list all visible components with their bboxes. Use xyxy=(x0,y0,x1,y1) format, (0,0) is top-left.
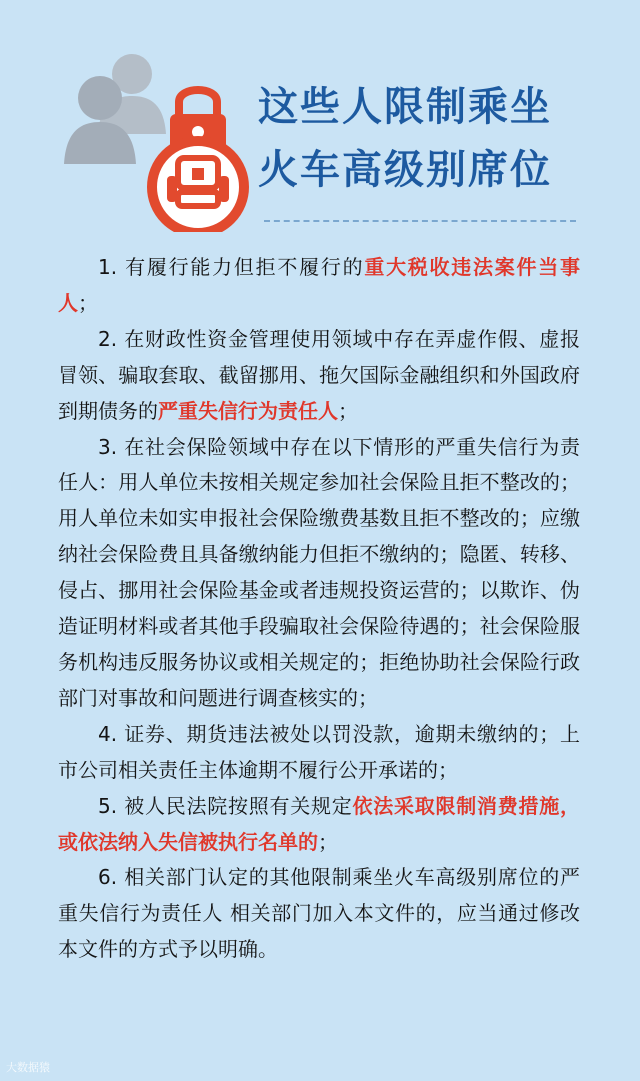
person-head-icon xyxy=(78,76,122,120)
title-line-2: 火车高级别席位 xyxy=(258,147,552,193)
item-text: 4. 证券、期货违法被处以罚没款，逾期未缴纳的；上市公司相关责任主体逾期不履行公开承诺的； xyxy=(58,721,580,782)
item-text: 1. 有履行能力但拒不履行的 xyxy=(98,255,365,279)
people-lock-seat-icon xyxy=(60,52,250,232)
list-item xyxy=(58,860,580,968)
item-text: 2. 在财政性资金管理使用领域中存在弄虚作假、虚报冒领、骗取套取、截留挪用、拖欠国际金融组织和外国政府到期债务的 xyxy=(58,326,580,423)
item-text-end: ； xyxy=(318,829,338,854)
page-title xyxy=(258,76,618,202)
lock-shackle-icon xyxy=(179,90,217,118)
list-item xyxy=(58,322,580,430)
item-highlight: 依法采取限制消费措施，或依法纳入失信被执行名单的 xyxy=(58,793,580,854)
item-text-end: ； xyxy=(78,290,98,315)
title-line-1: 这些人限制乘坐 xyxy=(258,84,552,130)
item-text: 3. 在社会保险领域中存在以下情形的严重失信行为责任人：用人单位未按相关规定参加社会保险且拒不整改的；用人单位未如实申报社会保险缴费基数且拒不整改的；应缴纳社会保险费且具备缴纳能力但拒不缴纳的；隐匿、转移、侵占、挪用社会保险基金或者违规投资运营的；以欺诈、伪造证明材料或者其他手段骗取社会保险待遇的；社会保险服务机构违反服务协议或相关规定的；拒绝协助社会保险行政部门对事故和问题进行调查核实的； xyxy=(58,434,580,710)
dashed-divider xyxy=(264,220,576,222)
watermark-text: 大数据猿 xyxy=(6,1061,50,1074)
list-item xyxy=(58,250,580,322)
item-highlight: 重大税收违法案件当事人 xyxy=(58,255,580,315)
watermark xyxy=(6,1059,50,1075)
header xyxy=(0,0,640,230)
restricted-seat-illustration xyxy=(60,52,250,232)
item-text: 6. 相关部门认定的其他限制乘坐火车高级别席位的严重失信行为责任人 相关部门加入本文件的，应当通过修改本文件的方式予以明确。 xyxy=(58,865,580,962)
list-item xyxy=(58,789,580,861)
item-highlight: 严重失信行为责任人 xyxy=(158,398,338,423)
item-text-end: ； xyxy=(338,398,358,423)
list-item xyxy=(58,430,580,717)
item-text: 5. 被人民法院按照有关规定 xyxy=(98,793,353,818)
list-item xyxy=(58,717,580,789)
restriction-list xyxy=(58,250,580,968)
